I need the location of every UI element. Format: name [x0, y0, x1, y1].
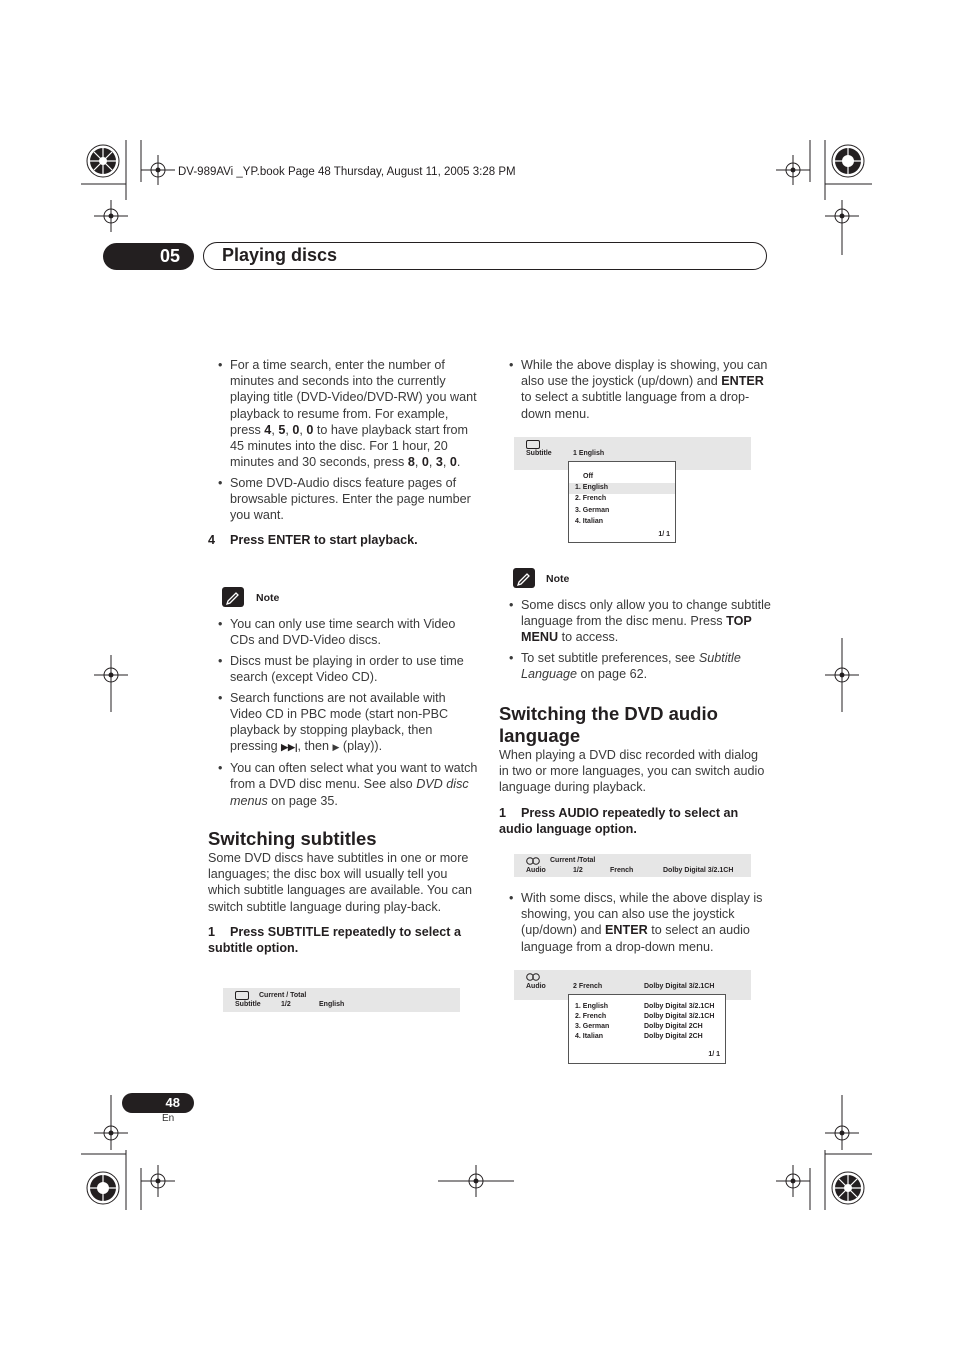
subtitle-dropdown[interactable] [568, 461, 676, 543]
time-search-bullets [208, 357, 478, 524]
list-item: • To set subtitle preferences, see Subtitle Language on page 62. [499, 650, 771, 682]
osd-value: English [319, 1001, 345, 1008]
note-icon [513, 568, 535, 588]
osd-header: Current / Total [259, 992, 307, 999]
left-notes [208, 616, 478, 813]
dropdown-option[interactable]: 1. English [575, 1003, 609, 1010]
dropdown-option[interactable]: 2. French [575, 495, 607, 502]
switching-subtitles-section [208, 828, 480, 956]
page-language: En [162, 1113, 175, 1124]
step-1: 1 Press SUBTITLE repeatedly to select a subtitle option. [208, 924, 461, 956]
dropdown-option[interactable]: 3. German [575, 1023, 610, 1030]
osd-label: Subtitle [235, 1001, 261, 1008]
play-icon: ▶ [332, 742, 340, 753]
right-bullets-mid [499, 890, 771, 959]
left-column [208, 357, 478, 548]
osd-count: 1/2 [281, 1001, 291, 1008]
chapter-title: Playing discs [222, 245, 338, 265]
list-item: • Discs must be playing in order to use time search (except Video CD). [208, 653, 478, 685]
dropdown-option[interactable]: 2. French [575, 1013, 607, 1020]
section-body: When playing a DVD disc recorded with dialog in two or more languages, you can switch audio language during playback. [499, 748, 765, 795]
dropdown-page: 1/ 1 [658, 531, 670, 538]
dropdown-option[interactable]: 4. Italian [575, 518, 604, 525]
section-heading: Switching the DVD audio language [499, 703, 718, 746]
dropdown-option[interactable]: 1. English [575, 484, 609, 491]
subtitle-icon [526, 440, 540, 449]
dropdown-option-format: Dolby Digital 2CH [644, 1023, 703, 1030]
osd-value: 1 English [573, 450, 605, 457]
dropdown-option[interactable]: 3. German [575, 507, 610, 514]
list-item: • For a time search, enter the number of minutes and seconds into the currently playing title (DVD-Video/DVD-RW) you want playback to resume from. For example, press 4, 5, 0, 0 to have playback start from 45 minutes into the disc. For 1 hour, 20 minutes and 30 seconds, press 8, 0, 3, 0. [208, 357, 478, 470]
subtitle-icon [235, 991, 249, 1000]
next-icon: ▶▶| [281, 742, 298, 753]
dropdown-option-format: Dolby Digital 3/2.1CH [644, 1013, 715, 1020]
dropdown-option-format: Dolby Digital 2CH [644, 1033, 703, 1040]
audio-osd [514, 854, 751, 877]
osd-header: Current /Total [550, 857, 596, 864]
file-info: DV-989AVi _YP.book Page 48 Thursday, August 11, 2005 3:28 PM [178, 166, 516, 178]
list-item: • While the above display is showing, you can also use the joystick (up/down) and ENTER to select a subtitle language from a drop-down menu. [499, 357, 771, 422]
osd-label: Subtitle [526, 450, 552, 457]
dropdown-option[interactable]: 4. Italian [575, 1033, 604, 1040]
section-heading: Switching subtitles [208, 828, 377, 849]
note-label: Note [546, 573, 570, 585]
list-item: • Some discs only allow you to change subtitle language from the disc menu. Press TOP MENU to access. [499, 597, 771, 646]
list-item: • You can often select what you want to watch from a DVD disc menu. See also DVD disc menus on page 35. [208, 760, 478, 809]
osd-format: Dolby Digital 3/2.1CH [644, 983, 715, 990]
dropdown-page: 1/ 1 [708, 1051, 720, 1058]
right-column [499, 357, 771, 426]
right-notes [499, 597, 771, 687]
osd-lang: French [610, 867, 634, 874]
audio-language-section [499, 703, 771, 837]
note-label: Note [256, 592, 280, 604]
section-body: Some DVD discs have subtitles in one or more languages; the disc box will usually tell you which subtitle languages are available. You can switch subtitle language during play-back. [208, 851, 472, 914]
step-4: 4 Press ENTER to start playback. [208, 532, 418, 547]
note-icon [222, 587, 244, 607]
step-1: 1 Press AUDIO repeatedly to select an audio language option. [499, 805, 739, 836]
list-item: • Search functions are not available with Video CD in PBC mode (start non-PBC playback by stopping playback, then pressing ▶▶|, then ▶ (play)). [208, 690, 478, 756]
list-item: • Some DVD-Audio discs feature pages of browsable pictures. Enter the page number you want. [208, 475, 478, 524]
osd-label: Audio [526, 867, 546, 874]
chapter-number: 05 [103, 243, 194, 270]
audio-icon [526, 857, 540, 867]
osd-format: Dolby Digital 3/2.1CH [663, 867, 734, 874]
dropdown-option-format: Dolby Digital 3/2.1CH [644, 1003, 715, 1010]
osd-value: 2 French [573, 983, 603, 990]
list-item: • With some discs, while the above display is showing, you can also use the joystick (up/down) and ENTER to select an audio language from a drop-down menu. [499, 890, 771, 955]
page-number: 48 [122, 1093, 194, 1113]
list-item: • You can only use time search with Video CDs and DVD-Video discs. [208, 616, 478, 648]
dropdown-option[interactable]: Off [583, 473, 594, 480]
audio-icon [526, 973, 540, 983]
subtitle-osd [223, 988, 460, 1012]
osd-label: Audio [526, 983, 546, 990]
osd-count: 1/2 [573, 867, 583, 874]
audio-dropdown[interactable] [568, 994, 726, 1064]
